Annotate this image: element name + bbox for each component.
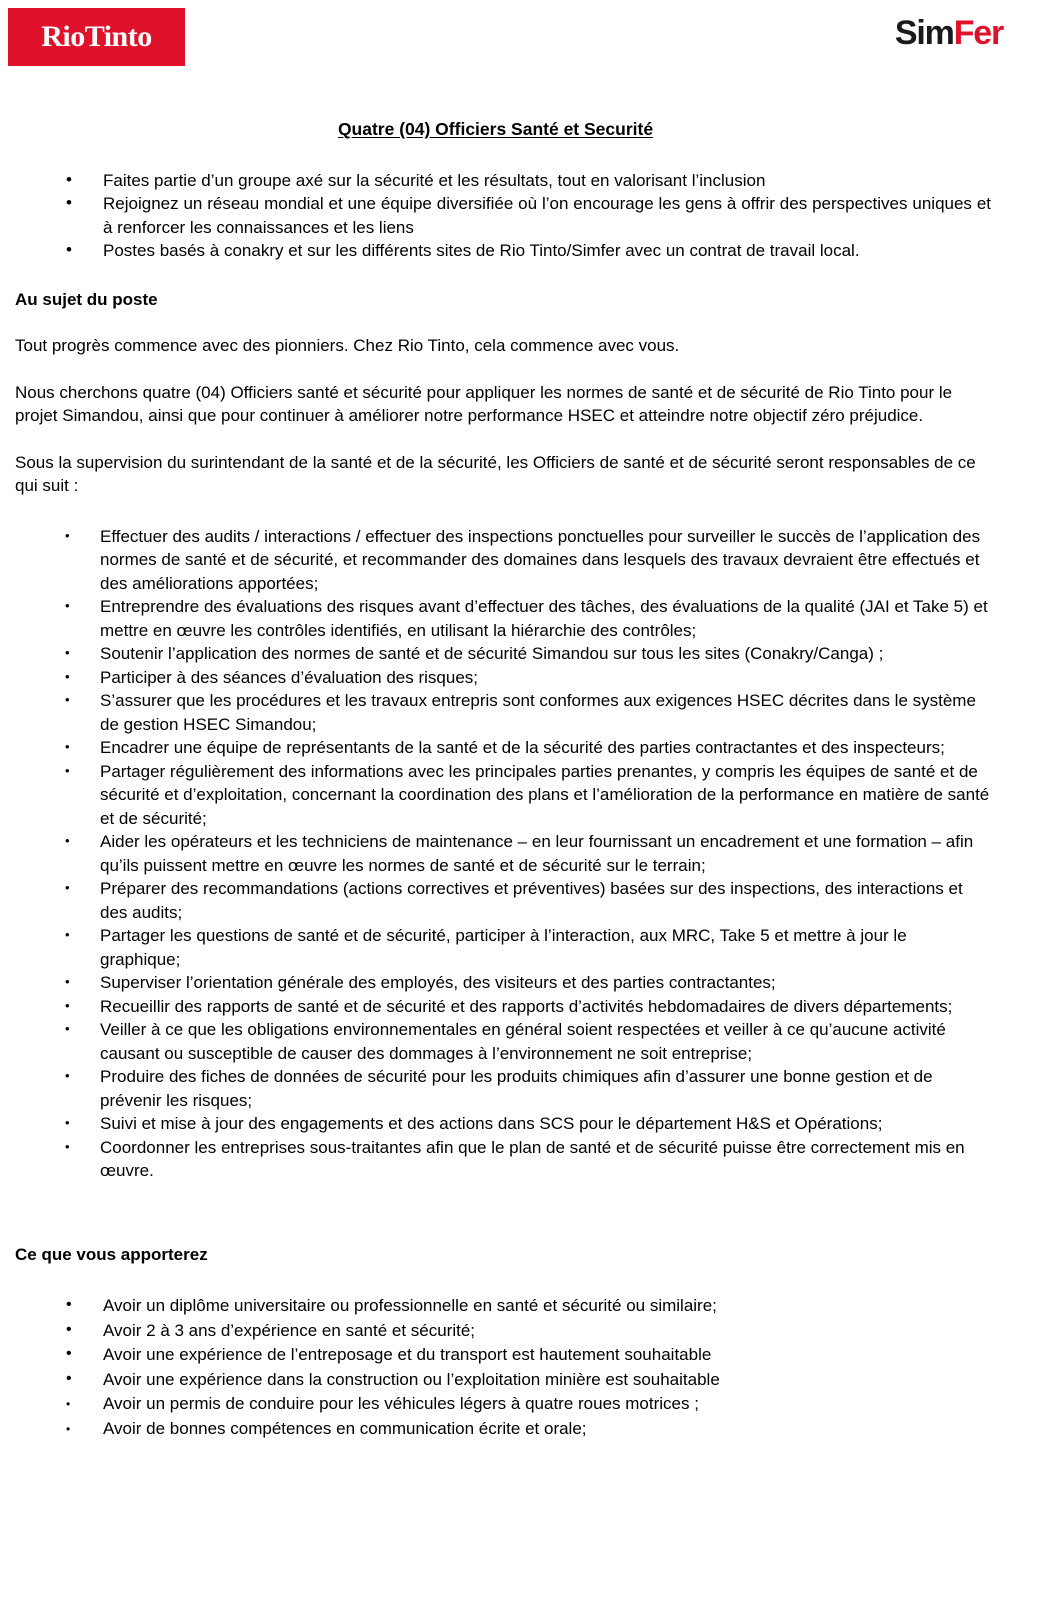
list-item: • Postes basés à conakry et sur les différents sites de Rio Tinto/Simfer avec un contrat de travail local. — [15, 239, 991, 263]
responsibilities-list — [15, 525, 991, 1183]
list-item: • Avoir 2 à 3 ans d’expérience en santé et sécurité; — [15, 1319, 991, 1344]
list-item: • Avoir une expérience de l’entreposage et du transport est hautement souhaitable — [15, 1343, 991, 1368]
list-item: • Veiller à ce que les obligations environnementales en général soient respectées et veiller à ce qu’aucune activité causant ou susceptible de causer des dommages à l’environnement ne soit entreprise; — [15, 1018, 991, 1065]
list-item: • Partager régulièrement des informations avec les principales parties prenantes, y compris les équipes de santé et de sécurité et d’exploitation, concernant la coordination des plans et l’amélioration de la performance en matière de santé et de sécurité; — [15, 760, 991, 831]
list-item: • Faites partie d’un groupe axé sur la sécurité et les résultats, tout en valorisant l’inclusion — [15, 169, 991, 193]
list-item: • Avoir un permis de conduire pour les véhicules légers à quatre roues motrices ; — [15, 1392, 991, 1417]
qualifications-section-heading: Ce que vous apporterez — [15, 1244, 208, 1264]
list-item: • Recueillir des rapports de santé et de sécurité et des rapports d’activités hebdomadaires de divers départements; — [15, 995, 991, 1019]
paragraph: Tout progrès commence avec des pionniers. Chez Rio Tinto, cela commence avec vous. — [15, 336, 680, 355]
list-item: • Rejoignez un réseau mondial et une équipe diversifiée où l’on encourage les gens à offrir des perspectives uniques et à renforcer les connaissances et les liens — [15, 192, 991, 239]
list-item: • Avoir une expérience dans la construction ou l’exploitation minière est souhaitable — [15, 1368, 991, 1393]
qualifications-list — [15, 1294, 991, 1441]
list-item: • Entreprendre des évaluations des risques avant d’effectuer des tâches, des évaluations de la qualité (JAI et Take 5) et mettre en œuvre les contrôles identifiés, en utilisant la hiérarchie des contrôles; — [15, 595, 991, 642]
list-item: • Soutenir l’application des normes de santé et de sécurité Simandou sur tous les sites (Conakry/Canga) ; — [15, 642, 991, 666]
about-section-heading: Au sujet du poste — [15, 289, 158, 309]
list-item: • Suivi et mise à jour des engagements et des actions dans SCS pour le département H&S et Opérations; — [15, 1112, 991, 1136]
simfer-logo-text-sim: Sim — [894, 14, 954, 52]
list-item: • Coordonner les entreprises sous-traitantes afin que le plan de santé et de sécurité puisse être correctement mis en œuvre. — [15, 1136, 991, 1183]
list-item: • S’assurer que les procédures et les travaux entrepris sont conformes aux exigences HSEC décrites dans le système de gestion HSEC Simandou; — [15, 689, 991, 736]
simfer-logo-text-fer: Fer — [953, 14, 1003, 52]
list-item: • Superviser l’orientation générale des employés, des visiteurs et des parties contractantes; — [15, 971, 991, 995]
page-header — [0, 0, 1039, 78]
intro-bullet-list — [15, 169, 991, 263]
document-content — [0, 118, 1039, 1441]
list-item: • Effectuer des audits / interactions / effectuer des inspections ponctuelles pour surveiller le succès de l’application des normes de santé et de sécurité, et recommander des domaines dans lesquels des travaux devraient être effectués et des améliorations apportées; — [15, 525, 991, 596]
list-item: • Produire des fiches de données de sécurité pour les produits chimiques afin d’assurer une bonne gestion et de prévenir les risques; — [15, 1065, 991, 1112]
page-title — [15, 118, 991, 142]
paragraph: Nous cherchons quatre (04) Officiers santé et sécurité pour appliquer les normes de santé et de sécurité de Rio Tinto pour le projet Simandou, ainsi que pour continuer à améliorer notre performance HSEC et atteindre notre objectif zéro préjudice. — [15, 382, 953, 425]
riotinto-logo — [8, 8, 185, 66]
list-item: • Préparer des recommandations (actions correctives et préventives) basées sur des inspections, des interactions et des audits; — [15, 877, 991, 924]
list-item: • Partager les questions de santé et de sécurité, participer à l’interaction, aux MRC, Take 5 et mettre à jour le graphique; — [15, 924, 991, 971]
riotinto-logo-text: RioTinto — [41, 20, 152, 53]
paragraph: Sous la supervision du surintendant de la santé et de la sécurité, les Officiers de santé et de sécurité seront responsables de ce qui suit : — [15, 452, 976, 495]
list-item: • Avoir un diplôme universitaire ou professionnelle en santé et sécurité ou similaire; — [15, 1294, 991, 1319]
list-item: • Avoir de bonnes compétences en communication écrite et orale; — [15, 1417, 991, 1442]
list-item: • Encadrer une équipe de représentants de la santé et de la sécurité des parties contractantes et des inspecteurs; — [15, 736, 991, 760]
list-item: • Participer à des séances d’évaluation des risques; — [15, 666, 991, 690]
page-title-text: Quatre (04) Officiers Santé et Securité — [337, 119, 654, 139]
simfer-logo — [895, 16, 1003, 50]
list-item: • Aider les opérateurs et les techniciens de maintenance – en leur fournissant un encadrement et une formation – afin qu’ils puissent mettre en œuvre les normes de santé et de sécurité sur le terrain; — [15, 830, 991, 877]
